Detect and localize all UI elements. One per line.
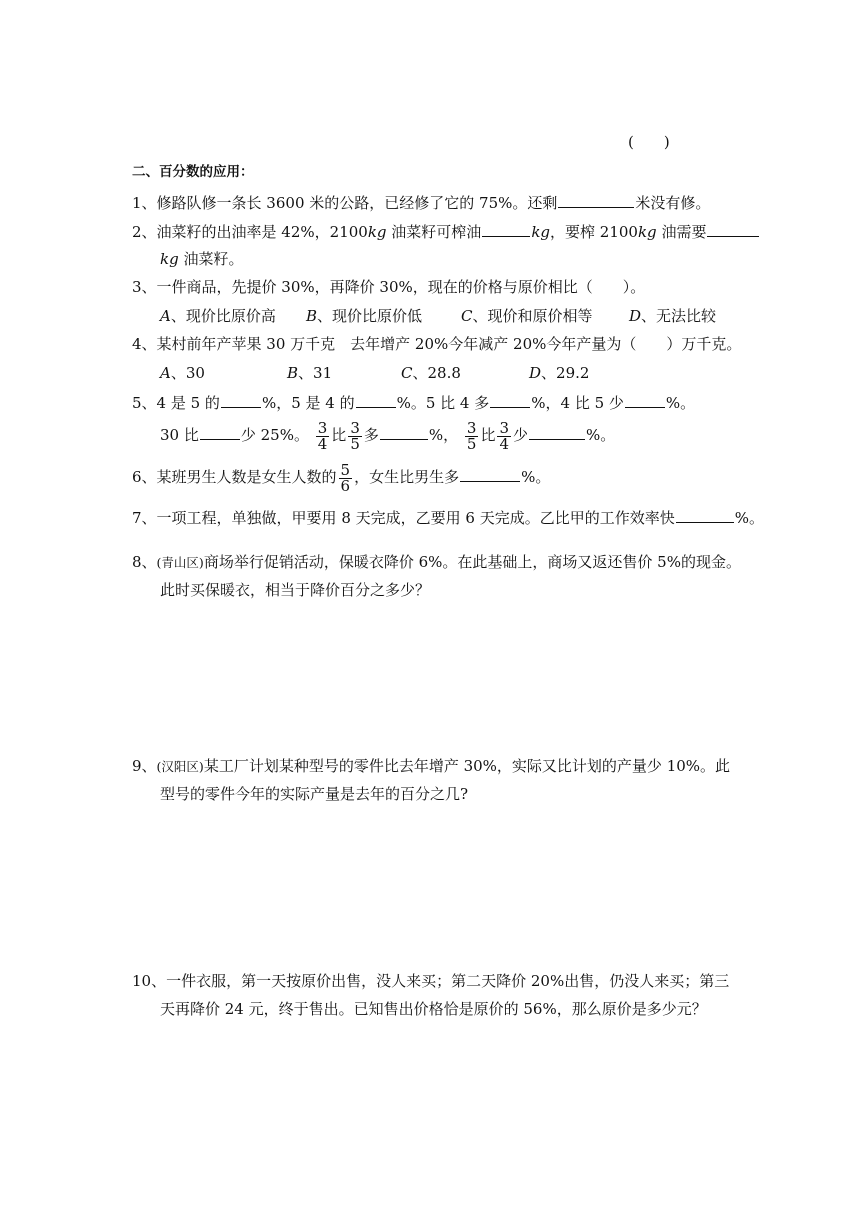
q5-text-pct-end: %。 <box>586 426 616 444</box>
q3-option-d-text: 、无法比较 <box>641 307 717 325</box>
q8-source-tag: (青山区) <box>156 555 204 570</box>
q2-text-c: ，要榨 2100 <box>550 223 638 241</box>
fraction-denominator: 4 <box>499 434 510 453</box>
q6-text-c: %。 <box>521 468 551 486</box>
question-2 <box>132 220 760 243</box>
q7-text-b: %。 <box>734 509 764 527</box>
fraction-3-4 <box>316 418 330 453</box>
fraction-numerator: 3 <box>350 418 360 437</box>
q9-number: 9、 <box>132 757 157 775</box>
q9-source-tag: (汉阳区) <box>156 759 204 774</box>
q2-text-d: 油需要 <box>656 223 707 241</box>
q4-option-c-letter: C <box>401 364 413 382</box>
question-9 <box>132 755 730 778</box>
question-2-line2 <box>160 248 243 270</box>
q5-text-b: %，5 是 4 的 <box>261 394 355 412</box>
fraction-3-5 <box>348 418 362 453</box>
q2-text-line2: 油菜籽。 <box>178 250 244 268</box>
fraction-denominator: 4 <box>317 434 328 453</box>
question-5-line2 <box>160 420 615 452</box>
q4-option-a-letter: A <box>160 364 171 382</box>
question-8-line2: 此时买保暖衣，相当于降价百分之多少？ <box>160 581 431 599</box>
q3-option-a-text: 、现价比原价高 <box>170 307 276 325</box>
q4-option-d-text: 、29.2 <box>541 364 590 382</box>
q3-option-c[interactable] <box>461 305 593 327</box>
question-5 <box>132 391 695 414</box>
fraction-numerator: 3 <box>317 418 328 437</box>
question-3: 3、一件商品，先提价 30%，再降价 30%，现在的价格与原价相比（ ）。 <box>132 278 646 296</box>
question-10-line2: 天再降价 24 元，终于售出。已知售出价格恰是原价的 56%，那么原价是多少元？ <box>160 1000 707 1018</box>
q8-number: 8、 <box>132 553 157 571</box>
q2-text-b: 油菜籽可榨油 <box>386 223 482 241</box>
q7-blank[interactable] <box>676 506 734 523</box>
q4-option-c[interactable] <box>401 362 461 384</box>
q4-option-b-text: 、31 <box>298 364 333 382</box>
q5-text-bi2: 比 <box>480 426 496 444</box>
q2-text-a: 2、油菜籽的出油率是 42%，2100 <box>132 223 368 241</box>
q3-option-c-letter: C <box>461 307 473 325</box>
question-8 <box>132 551 741 574</box>
answer-paren: ( ) <box>628 133 670 151</box>
q5-blank-5[interactable] <box>200 423 240 440</box>
q3-option-d[interactable] <box>629 305 716 327</box>
q1-text: 1、修路队修一条长 3600 米的公路，已经修了它的 75%。还剩 <box>132 194 558 212</box>
q5-blank-3[interactable] <box>490 391 530 408</box>
q6-text-a: 6、某班男生人数是女生人数的 <box>132 468 337 486</box>
question-9-line2: 型号的零件今年的实际产量是去年的百分之几? <box>160 785 469 803</box>
q1-blank[interactable] <box>558 191 634 208</box>
fraction-denominator: 6 <box>340 476 351 495</box>
q3-option-a-letter: A <box>160 307 171 325</box>
q2-blank-1[interactable] <box>482 220 530 237</box>
q5-text-f: 30 比 <box>160 426 199 444</box>
q2-unit-d: kg <box>160 250 179 268</box>
question-1 <box>132 191 710 214</box>
fraction-numerator: 3 <box>466 418 477 437</box>
q5-blank-4[interactable] <box>625 391 665 408</box>
q5-text-g: 少 25%。 <box>240 426 309 444</box>
fraction-numerator: 5 <box>340 460 351 479</box>
q4-option-d-letter: D <box>529 364 542 382</box>
section-title: 二、百分数的应用： <box>132 164 254 180</box>
q5-blank-1[interactable] <box>221 391 261 408</box>
q3-option-b-text: 、现价比原价低 <box>317 307 423 325</box>
fraction-5-6 <box>339 460 353 495</box>
q2-unit-b: kg <box>531 223 551 241</box>
q7-text-a: 7、一项工程，单独做，甲要用 8 天完成，乙要用 6 天完成。乙比甲的工作效率快 <box>132 509 675 527</box>
q5-blank-2[interactable] <box>356 391 396 408</box>
q5-text-duo: 多 <box>363 426 379 444</box>
q4-option-b-letter: B <box>287 364 299 382</box>
q5-text-c: %。5 比 4 多 <box>396 394 490 412</box>
question-7 <box>132 506 764 529</box>
fraction-3-4 <box>497 418 511 453</box>
fraction-numerator: 3 <box>499 418 510 437</box>
q4-option-a-text: 、30 <box>170 364 205 382</box>
q6-blank[interactable] <box>460 465 520 482</box>
q5-text-bi: 比 <box>331 426 347 444</box>
q2-unit-a: kg <box>367 223 387 241</box>
q5-text-shao: 少 <box>513 426 529 444</box>
q8-text-line1: 商场举行促销活动，保暖衣降价 6%。在此基础上，商场又返还售价 5%的现金。 <box>203 553 741 571</box>
q2-blank-2[interactable] <box>707 220 759 237</box>
question-10: 10、一件衣服，第一天按原价出售，没人来买；第二天降价 20%出售，仍没人来买；第三 <box>132 972 730 990</box>
q3-option-c-text: 、现价和原价相等 <box>472 307 593 325</box>
q6-text-b: ，女生比男生多 <box>354 468 460 486</box>
fraction-3-5 <box>465 418 479 453</box>
q1-text-end: 米没有修。 <box>635 194 711 212</box>
q4-option-b[interactable] <box>287 362 332 384</box>
q4-option-c-text: 、28.8 <box>412 364 461 382</box>
q9-text-line1: 某工厂计划某种型号的零件比去年增产 30%，实际又比计划的产量少 10%。此 <box>203 757 731 775</box>
q4-option-d[interactable] <box>529 362 589 384</box>
q3-option-b[interactable] <box>306 305 422 327</box>
q2-unit-c: kg <box>637 223 657 241</box>
q3-option-a[interactable] <box>160 305 276 327</box>
fraction-denominator: 5 <box>466 434 477 453</box>
fraction-denominator: 5 <box>350 434 360 453</box>
q3-option-d-letter: D <box>629 307 642 325</box>
q5-text-d: %，4 比 5 少 <box>531 394 624 412</box>
question-6 <box>132 462 550 494</box>
q5-text-pct: %， <box>428 426 459 444</box>
q3-option-b-letter: B <box>306 307 318 325</box>
q5-blank-6[interactable] <box>380 423 428 440</box>
q4-option-a[interactable] <box>160 362 205 384</box>
q5-blank-7[interactable] <box>529 423 585 440</box>
q5-text-a: 5、4 是 5 的 <box>132 394 220 412</box>
question-4: 4、某村前年产苹果 30 万千克 去年增产 20%今年减产 20%今年产量为（ ）万千克。 <box>132 335 742 353</box>
q5-text-e: %。 <box>665 394 696 412</box>
